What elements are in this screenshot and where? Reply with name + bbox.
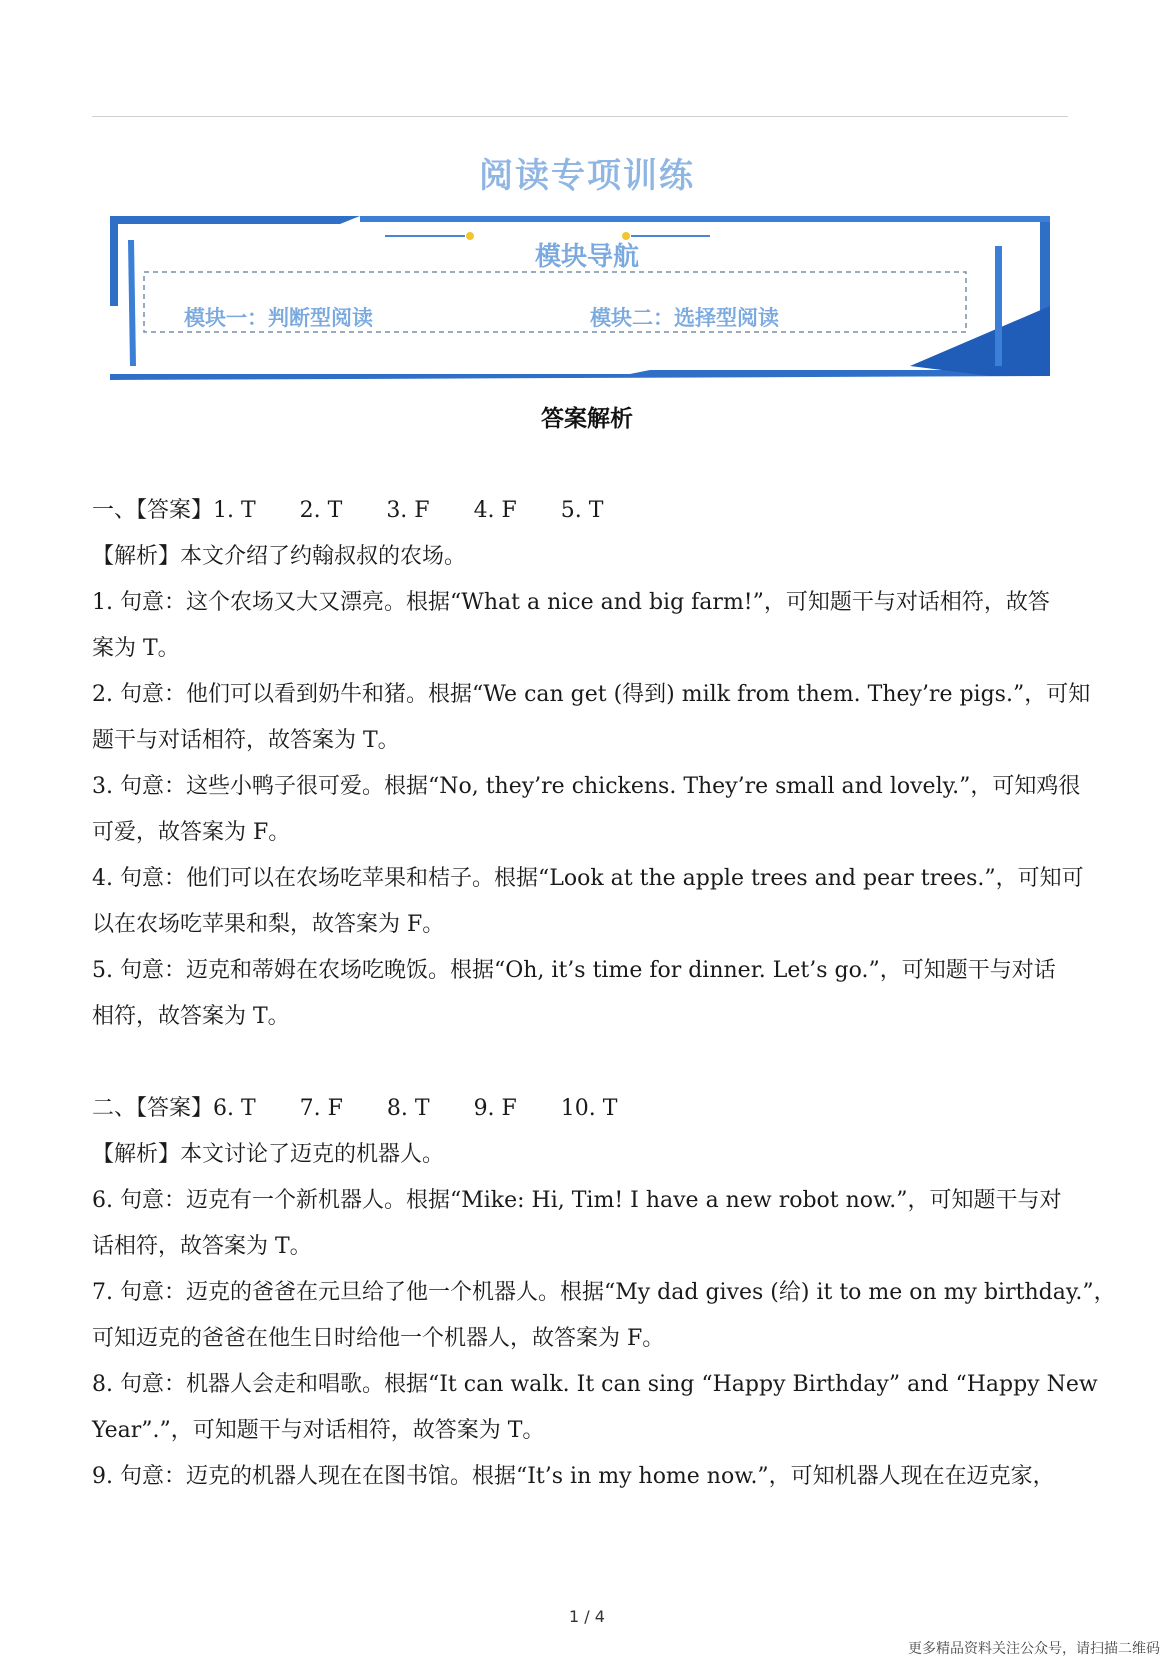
section-2-answers: 二、【答案】6. T 7. F 8. T 9. F 10. T	[92, 1096, 618, 1121]
analysis-line: 2. 句意：他们可以看到奶牛和猪。根据“We can get (得到) milk from them. They’re pigs.”，可知	[92, 682, 1091, 707]
analysis-line: Year”.”，可知题干与对话相符，故答案为 T。	[92, 1418, 545, 1443]
analysis-line: 题干与对话相符，故答案为 T。	[92, 728, 400, 753]
nav-title: 模块导航	[534, 242, 639, 272]
section-1-analysis: 【解析】本文介绍了约翰叔叔的农场。	[92, 544, 467, 569]
analysis-line: 4. 句意：他们可以在农场吃苹果和桔子。根据“Look at the apple trees and pear trees.”，可知可	[92, 866, 1084, 891]
section-gap	[92, 1040, 1070, 1086]
page-number: 1 / 4	[569, 1607, 605, 1626]
module-1-link[interactable]: 模块一：判断型阅读	[184, 306, 373, 330]
analysis-line: 话相符，故答案为 T。	[92, 1234, 312, 1259]
analysis-line: 可知迈克的爸爸在他生日时给他一个机器人，故答案为 F。	[92, 1326, 665, 1351]
module-2-link[interactable]: 模块二：选择型阅读	[590, 306, 779, 330]
analysis-line: 3. 句意：这些小鸭子很可爱。根据“No, they’re chickens. They’re small and lovely.”，可知鸡很	[92, 774, 1081, 799]
analysis-line: 5. 句意：迈克和蒂姆在农场吃晚饭。根据“Oh, it’s time for dinner. Let’s go.”，可知题干与对话	[92, 958, 1056, 983]
analysis-line: 以在农场吃苹果和梨，故答案为 F。	[92, 912, 445, 937]
page-title: 阅读专项训练	[479, 156, 695, 196]
analysis-line: 案为 T。	[92, 636, 180, 661]
analysis-line: 可爱，故答案为 F。	[92, 820, 291, 845]
section-1-answers: 一、【答案】1. T 2. T 3. F 4. F 5. T	[92, 498, 604, 523]
analysis-line: 8. 句意：机器人会走和唱歌。根据“It can walk. It can sing “Happy Birthday” and “Happy New	[92, 1372, 1098, 1397]
footer-note: 更多精品资料关注公众号，请扫描二维码	[908, 1641, 1160, 1657]
section-2-analysis: 【解析】本文讨论了迈克的机器人。	[92, 1142, 445, 1167]
analysis-line: 相符，故答案为 T。	[92, 1004, 290, 1029]
analysis-line: 9. 句意：迈克的机器人现在在图书馆。根据“It’s in my home now.”，可知机器人现在在迈克家，	[92, 1464, 1055, 1489]
analysis-line: 6. 句意：迈克有一个新机器人。根据“Mike: Hi, Tim! I have a new robot now.”，可知题干与对	[92, 1188, 1062, 1213]
header-rule	[92, 116, 1068, 117]
answer-analysis-heading: 答案解析	[541, 406, 633, 432]
analysis-line: 7. 句意：迈克的爸爸在元旦给了他一个机器人。根据“My dad gives (给) it to me on my birthday.”，	[92, 1280, 1116, 1305]
analysis-line: 1. 句意：这个农场又大又漂亮。根据“What a nice and big farm!”，可知题干与对话相符，故答	[92, 590, 1050, 615]
answer-content	[92, 488, 1116, 1500]
